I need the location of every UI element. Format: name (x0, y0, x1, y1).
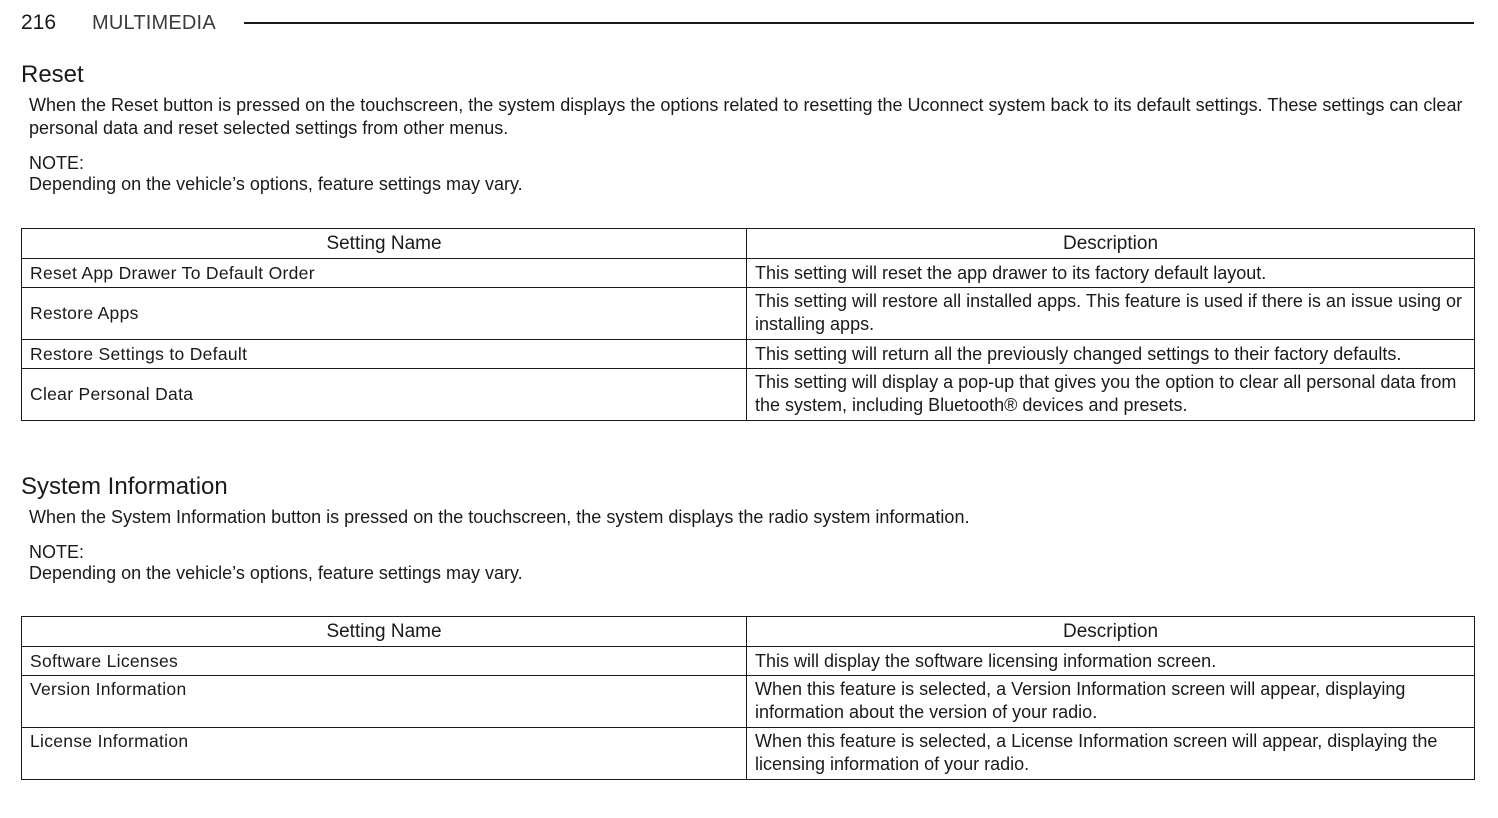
page-header (21, 10, 1474, 38)
setting-description: When this feature is selected, a License Information screen will appear, displaying the licensing information of your radio. (747, 728, 1475, 780)
section-name: MULTIMEDIA (92, 12, 216, 34)
setting-name: Version Information (22, 676, 747, 728)
table-row (22, 259, 1475, 288)
header-rule (244, 22, 1474, 24)
system-info-note-label: NOTE: (29, 542, 85, 562)
table-row (22, 288, 1475, 340)
system-info-settings-table (21, 616, 1475, 780)
table-row (22, 369, 1475, 421)
reset-settings-table (21, 228, 1475, 421)
page-number: 216 (21, 11, 57, 34)
system-info-table-wrap (21, 616, 1474, 780)
setting-name: Restore Settings to Default (22, 340, 747, 369)
setting-name: Restore Apps (22, 288, 747, 340)
column-header-description: Description (747, 617, 1475, 647)
setting-name: License Information (22, 728, 747, 780)
reset-intro: When the Reset button is pressed on the touchscreen, the system displays the options related to resetting the Uconnect system back to its default settings. These settings can clear personal data and reset selected settings from other menus. (29, 95, 1463, 138)
column-header-description: Description (747, 229, 1475, 259)
column-header-setting-name: Setting Name (22, 229, 747, 259)
reset-note-label: NOTE: (29, 153, 85, 173)
reset-table-wrap (21, 228, 1474, 421)
setting-description: This will display the software licensing information screen. (747, 647, 1475, 676)
system-info-title: System Information (21, 473, 228, 500)
system-info-note-text: Depending on the vehicle’s options, feature settings may vary. (29, 563, 523, 583)
table-row (22, 728, 1475, 780)
setting-name: Clear Personal Data (22, 369, 747, 421)
column-header-setting-name: Setting Name (22, 617, 747, 647)
reset-title: Reset (21, 61, 84, 88)
setting-description: This setting will return all the previously changed settings to their factory defaults. (747, 340, 1475, 369)
table-row (22, 647, 1475, 676)
reset-note-text: Depending on the vehicle’s options, feature settings may vary. (29, 174, 523, 194)
table-header-row (22, 617, 1475, 647)
setting-description: This setting will reset the app drawer to its factory default layout. (747, 259, 1475, 288)
table-row (22, 340, 1475, 369)
setting-name: Software Licenses (22, 647, 747, 676)
setting-description: This setting will display a pop-up that gives you the option to clear all personal data from the system, including Bluetooth® devices and presets. (747, 369, 1475, 421)
table-row (22, 676, 1475, 728)
table-header-row (22, 229, 1475, 259)
setting-description: When this feature is selected, a Version Information screen will appear, displaying information about the version of your radio. (747, 676, 1475, 728)
reset-section (21, 60, 1474, 195)
setting-name: Reset App Drawer To Default Order (22, 259, 747, 288)
system-info-intro: When the System Information button is pressed on the touchscreen, the system displays the radio system information. (29, 507, 970, 527)
system-info-section (21, 472, 1474, 584)
setting-description: This setting will restore all installed apps. This feature is used if there is an issue using or installing apps. (747, 288, 1475, 340)
